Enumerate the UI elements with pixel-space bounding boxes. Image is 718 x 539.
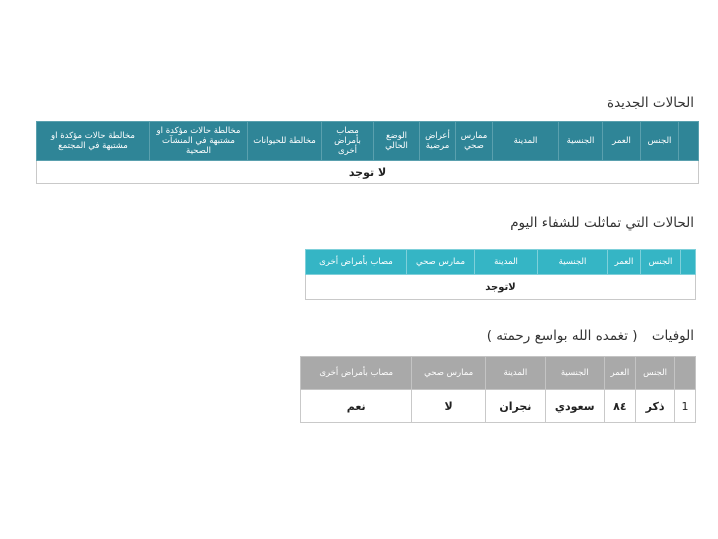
col-header-health-worker: ممارس صحي [456,122,493,161]
col-header-gender: الجنس [636,357,675,390]
deaths-subtitle: ( تغمده الله بواسع رحمته ) [486,328,638,344]
col-header [679,122,699,161]
col-header-gender: الجنس [641,122,679,161]
col-header-nationality: الجنسية [538,250,608,275]
col-header-other-diseases: مصاب بأمراض أخرى [301,357,412,390]
cell-gender: ذكر [636,390,675,423]
col-header-age: العمر [603,122,641,161]
cell-index: 1 [675,390,696,423]
col-header-other-diseases: مصاب بأمراض أخرى [322,122,374,161]
cell-nationality: سعودي [545,390,604,423]
table-row [37,161,699,184]
cell-age: ٨٤ [604,390,636,423]
col-header-animal-contact: مخالطة للحيوانات [248,122,322,161]
cell-health-worker: لا [412,390,486,423]
table-header-row [301,357,696,390]
recovered-table [305,249,696,300]
new-cases-table [36,121,699,184]
cell-city: نجران [485,390,545,423]
col-header-current-status: الوضع الحالي [374,122,420,161]
col-header-facility-contact: مخالطة حالات مؤكدة او مشتبهة في المنشآت الصحية [150,122,248,161]
col-header-age: العمر [604,357,636,390]
col-header-other-diseases: مصاب بأمراض أخرى [306,250,407,275]
deaths-title: الوفيات [651,328,694,344]
col-header-age: العمر [608,250,641,275]
empty-cell: لاتوجد [306,275,696,300]
col-header-symptoms: أعراض مرضية [420,122,456,161]
col-header-nationality: الجنسية [545,357,604,390]
col-header-city: المدينة [493,122,559,161]
table-header-row [37,122,699,161]
col-header [681,250,696,275]
table-header-row [306,250,696,275]
col-header-health-worker: ممارس صحي [412,357,486,390]
table-row [306,275,696,300]
empty-cell: لا توجد [37,161,699,184]
col-header-community-contact: مخالطة حالات مؤكدة او مشتبهة في المجتمع [37,122,150,161]
col-header-gender: الجنس [641,250,681,275]
cell-other-diseases: نعم [301,390,412,423]
deaths-title-row [487,328,694,344]
col-header-city: المدينة [485,357,545,390]
col-header-health-worker: ممارس صحي [407,250,475,275]
new-cases-title: الحالات الجديدة [607,95,694,111]
col-header-city: المدينة [475,250,538,275]
deaths-table [300,356,696,423]
col-header [675,357,696,390]
table-row [301,390,696,423]
recovered-title: الحالات التي تماثلت للشفاء اليوم [510,215,694,231]
col-header-nationality: الجنسية [559,122,603,161]
